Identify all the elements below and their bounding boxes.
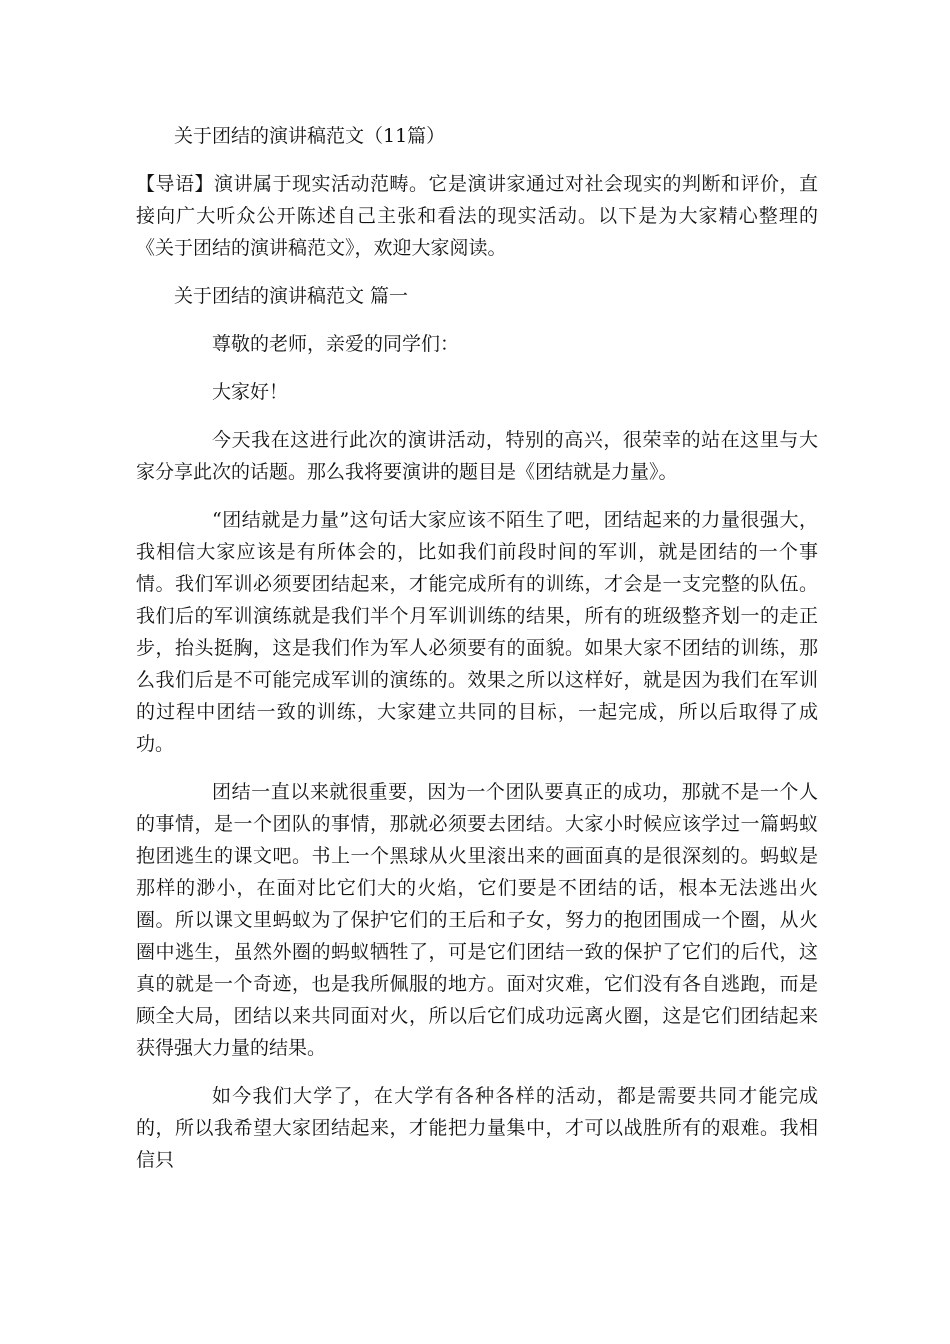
salutation-greeting: 大家好！ [212, 381, 289, 403]
body-paragraph-3: 团结一直以来就很重要，因为一个团队要真正的成功，那就不是一个人的事情，是一个团队的事情，那就必须要去团结。大家小时候应该学过一篇蚂蚁抱团逃生的课文吧。书上一个黑球从火里滚出来的画面真的是很深刻的。蚂蚁是那样的渺小，在面对比它们大的火焰，它们要是不团结的话，根本无法逃出火圈。所以课文里蚂蚁为了保护它们的王后和子女，努力的抱团围成一个圈，从火圈中逃生，虽然外圈的蚂蚁牺牲了，可是它们团结一致的保护了它们的后代，这真的就是一个奇迹，也是我所佩服的地方。面对灾难，它们没有各自逃跑，而是顾全大局，团结以来共同面对火，所以后它们成功远离火圈，这是它们团结起来获得强大力量的结果。 [136, 781, 818, 1059]
body-paragraph-4: 如今我们大学了，在大学有各种各样的活动，都是需要共同才能完成的，所以我希望大家团结起来，才能把力量集中，才可以战胜所有的艰难。我相信只 [136, 1085, 818, 1171]
intro-paragraph: 【导语】演讲属于现实活动范畴。它是演讲家通过对社会现实的判断和评价，直接向广大听众公开陈述自己主张和看法的现实活动。以下是为大家精心整理的《关于团结的演讲稿范文》，欢迎大家阅读。 [136, 173, 818, 259]
document-title: 关于团结的演讲稿范文（11篇） [174, 125, 446, 147]
body-paragraph-1: 今天我在这进行此次的演讲活动，特别的高兴，很荣幸的站在这里与大家分享此次的话题。那么我将要演讲的题目是《团结就是力量》。 [136, 429, 818, 483]
document-body [136, 120, 818, 1192]
salutation-teachers: 尊敬的老师，亲爱的同学们： [212, 333, 460, 355]
body-paragraph-2: “团结就是力量”这句话大家应该不陌生了吧，团结起来的力量很强大，我相信大家应该是有所体会的，比如我们前段时间的军训，就是团结的一个事情。我们军训必须要团结起来，才能完成所有的训练，才会是一支完整的队伍。我们后的军训演练就是我们半个月军训训练的结果，所有的班级整齐划一的走正步，抬头挺胸，这是我们作为军人必须要有的面貌。如果大家不团结的训练，那么我们后是不可能完成军训的演练的。效果之所以这样好，就是因为我们在军训的过程中团结一致的训练，大家建立共同的目标，一起完成，所以后取得了成功。 [136, 509, 818, 755]
section-heading: 关于团结的演讲稿范文 篇一 [174, 285, 409, 307]
